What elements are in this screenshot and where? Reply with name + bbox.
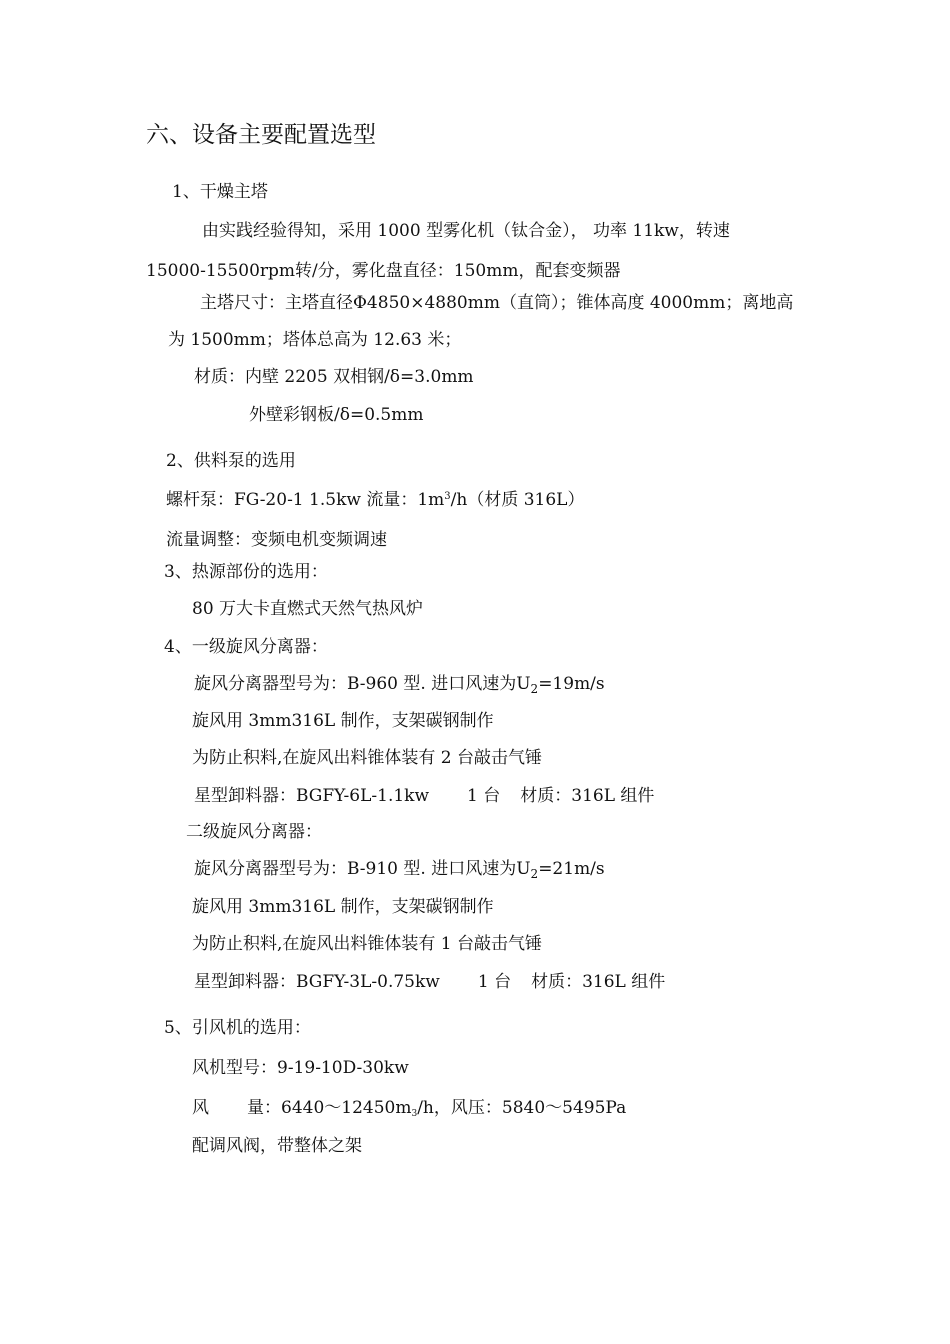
c2-qty: 1 台 [477, 972, 512, 992]
c2-mat: 材质：316L 组件 [531, 972, 666, 992]
s1-dimensions-line-2: 为 1500mm；塔体总高为 12.63 米； [168, 330, 462, 350]
s2-title: 2、供料泵的选用 [166, 451, 296, 471]
pump-text-rest: /h（材质 316L） [450, 490, 585, 510]
c1-hammer: 为防止积料,在旋风出料锥体装有 2 台敲击气锤 [192, 748, 543, 768]
c2-valve-row [194, 971, 665, 993]
c2-hammer: 为防止积料,在旋风出料锥体装有 1 台敲击气锤 [192, 934, 543, 954]
s4-title: 4、一级旋风分离器： [164, 637, 328, 657]
pump-text: 螺杆泵：FG-20-1 1.5kw 流量：1m [166, 490, 445, 510]
c1-model-sub: 2 [530, 682, 539, 696]
s1-material-outer: 外壁彩钢板/δ=0.5mm [249, 405, 424, 425]
s5-title: 5、引风机的选用： [164, 1018, 311, 1038]
c1-qty: 1 台 [467, 786, 501, 806]
s3-title: 3、热源部份的选用： [164, 562, 328, 582]
c1-valve-row [194, 785, 654, 807]
air-pressure-text: /h，风压：5840～5495Pa [417, 1098, 627, 1118]
c1-mat: 材质：316L 组件 [520, 786, 655, 806]
c1-make: 旋风用 3mm316L 制作，支架碳钢制作 [192, 711, 494, 731]
s1-dimensions-line-1: 主塔尺寸：主塔直径Φ4850×4880mm（直筒）；锥体高度 4000mm；离地高 [200, 293, 794, 313]
c1-model-text: 旋风分离器型号为：B-960 型. 进口风速为U [194, 674, 531, 694]
c2-model-rest: =21m/s [538, 859, 605, 879]
s1-material-inner: 材质：内壁 2205 双相钢/δ=3.0mm [194, 367, 474, 387]
air-volume-text: 量：6440～12450m [247, 1098, 412, 1118]
c1-model [194, 673, 605, 696]
c1-valve: 星型卸料器：BGFY-6L-1.1kw [194, 786, 430, 806]
s2-pump [166, 489, 584, 514]
c2-title: 二级旋风分离器： [186, 822, 322, 842]
air-label: 风 [192, 1098, 209, 1118]
section-title: 六、设备主要配置选型 [146, 122, 376, 148]
s2-flow-adjust: 流量调整：变频电机变频调速 [166, 530, 387, 550]
c1-model-rest: =19m/s [538, 674, 605, 694]
s3-furnace: 80 万大卡直燃式天然气热风炉 [192, 599, 424, 619]
pump-unit-sup: 3 [444, 491, 451, 502]
s5-air-volume [192, 1097, 626, 1122]
c2-model [194, 858, 605, 881]
air-unit-sub: 3 [411, 1109, 418, 1119]
c2-model-sub: 2 [530, 867, 539, 881]
c2-model-text: 旋风分离器型号为：B-910 型. 进口风速为U [194, 859, 531, 879]
s5-fan-model: 风机型号：9-19-10D-30kw [192, 1058, 409, 1078]
c2-make: 旋风用 3mm316L 制作，支架碳钢制作 [192, 897, 494, 917]
c2-valve: 星型卸料器：BGFY-3L-0.75kw [194, 972, 440, 992]
s5-damper: 配调风阀，带整体之架 [192, 1136, 362, 1156]
s1-paragraph-line-2: 15000-15500rpm转/分，雾化盘直径：150mm，配套变频器 [146, 261, 621, 281]
s1-paragraph-line-1: 由实践经验得知，采用 1000 型雾化机（钛合金）， 功率 11kw，转速 [202, 221, 730, 241]
s1-title: 1、干燥主塔 [172, 182, 268, 202]
